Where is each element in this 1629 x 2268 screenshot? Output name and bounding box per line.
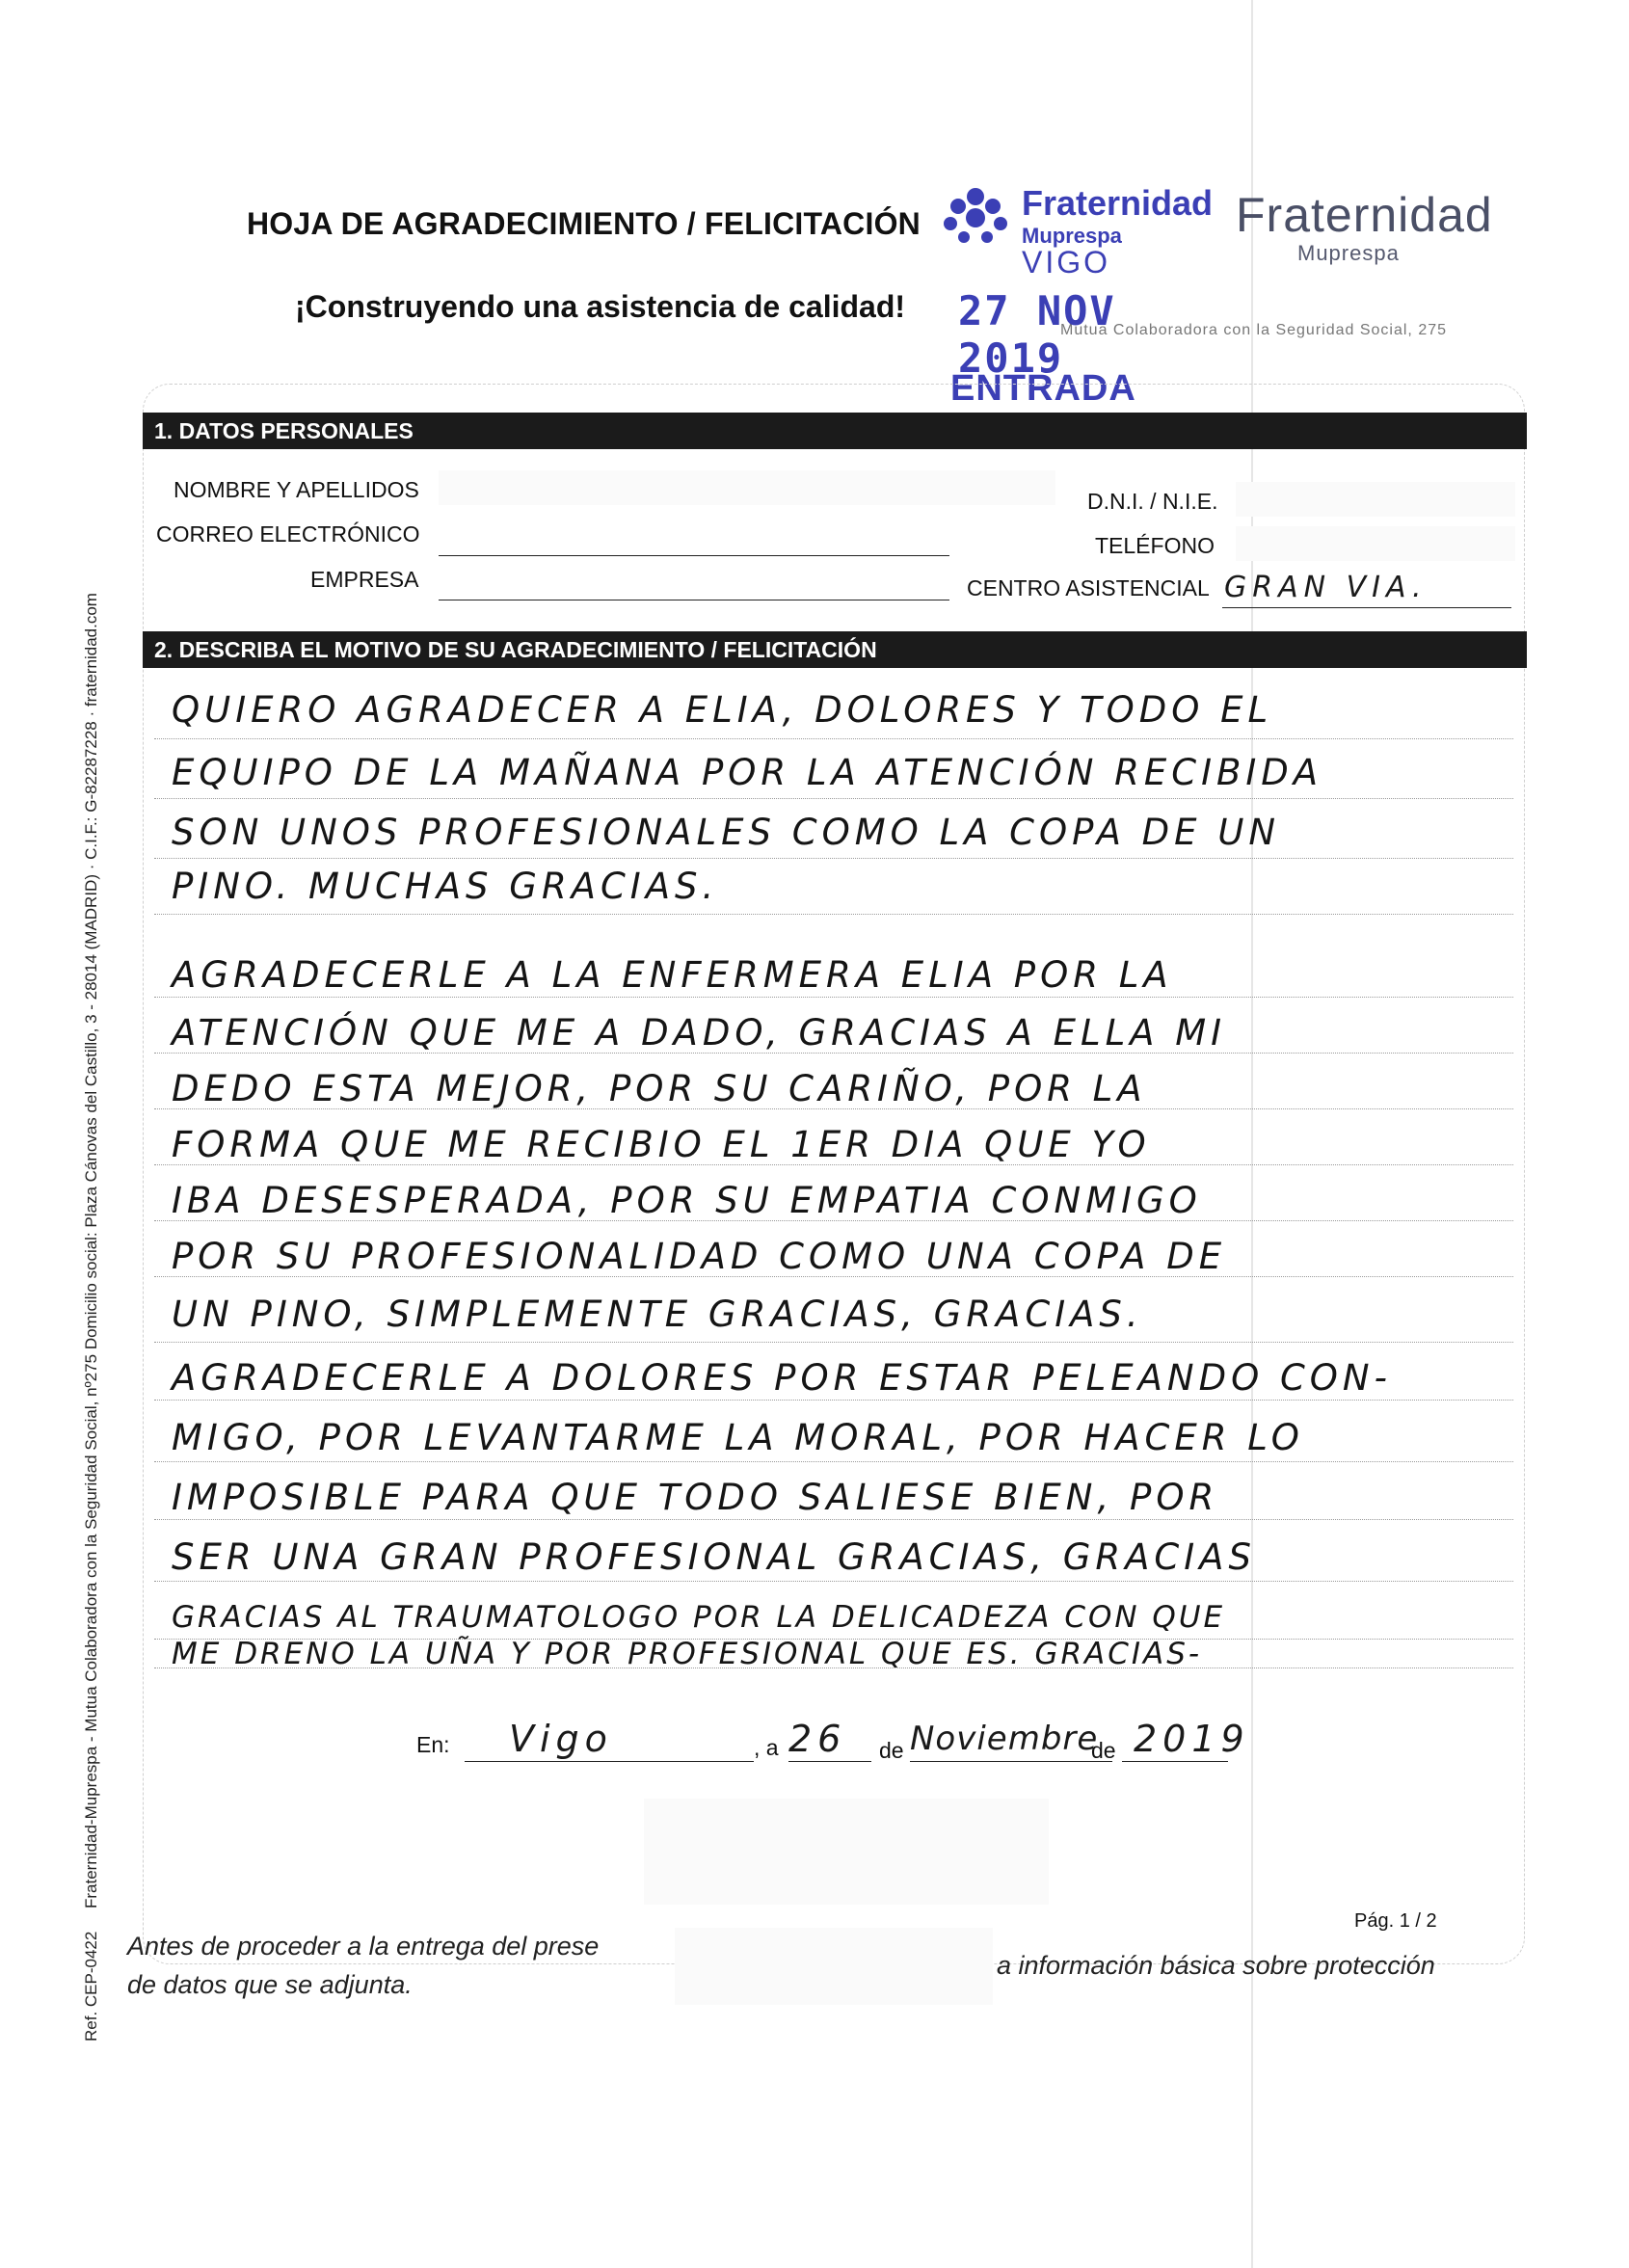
email-field[interactable] <box>439 555 949 556</box>
footer-notice-line1: Antes de proceder a la entrega del prese <box>127 1932 600 1961</box>
page-number: Pág. 1 / 2 <box>1354 1910 1437 1932</box>
footer-notice-right: a información básica sobre protección <box>997 1951 1435 1980</box>
date-month-field[interactable] <box>910 1761 1112 1762</box>
rule-line <box>154 1519 1513 1520</box>
footer-redaction <box>675 1928 993 2005</box>
stamp-brand-sub: Muprespa <box>1022 224 1122 248</box>
rule-line <box>154 738 1513 739</box>
stamp-date: 27 NOV 2019 <box>958 287 1116 382</box>
date-day-field[interactable] <box>788 1761 871 1762</box>
date-a-label: , a <box>754 1735 779 1760</box>
date-de-label: de <box>879 1738 904 1763</box>
handwritten-line: SON UNOS PROFESIONALES COMO LA COPA DE UN <box>172 812 1281 853</box>
handwritten-line: DEDO ESTA MEJOR, POR SU CARIÑO, POR LA <box>172 1068 1147 1109</box>
rule-line <box>154 1400 1513 1401</box>
form-title: HOJA DE AGRADECIMIENTO / FELICITACIÓN <box>247 206 921 241</box>
handwritten-line: FORMA QUE ME RECIBIO EL 1ER DIA QUE YO <box>172 1124 1151 1165</box>
center-field[interactable] <box>1222 607 1511 608</box>
reception-stamp <box>925 179 1243 411</box>
stamp-brand: Fraternidad <box>1022 183 1214 223</box>
date-de2-label: de <box>1091 1738 1116 1763</box>
section-personal-data-header: 1. DATOS PERSONALES <box>143 413 1527 449</box>
name-field[interactable] <box>439 470 1055 505</box>
date-place-label: En: <box>416 1732 450 1757</box>
date-place-field[interactable] <box>465 1761 754 1762</box>
brand-logo-sub: Muprespa <box>1297 241 1400 265</box>
brand-logo-word: Fraternidad <box>1236 188 1493 242</box>
stamp-logo-icon <box>929 183 1022 251</box>
footer-notice-line2: de datos que se adjunta. <box>127 1970 413 1999</box>
side-ref-code: Ref. CEP-0422 <box>82 1931 100 2041</box>
date-month-value: Noviembre <box>910 1720 1099 1758</box>
dni-field[interactable] <box>1236 482 1515 517</box>
center-label: CENTRO ASISTENCIAL <box>967 575 1210 600</box>
section-reason-header: 2. DESCRIBA EL MOTIVO DE SU AGRADECIMIENTO / FELICITACIÓN <box>143 631 1527 668</box>
stamp-entry: ENTRADA <box>950 368 1136 409</box>
handwritten-line: ME DRENO LA UÑA Y POR PROFESIONAL QUE ES. GRACIAS- <box>172 1637 1203 1671</box>
email-label: CORREO ELECTRÓNICO <box>156 521 420 547</box>
name-label: NOMBRE Y APELLIDOS <box>174 477 419 502</box>
handwritten-line: GRACIAS AL TRAUMATOLOGO POR LA DELICADEZA CON QUE <box>172 1600 1226 1635</box>
date-place-value: Vigo <box>509 1718 613 1760</box>
side-legal-text: Fraternidad-Muprespa - Mutua Colaboradora con la Seguridad Social, nº275 Domicilio social: Plaza Cánovas del Castillo, 3 - 28014 (MADRID) · C.I.F.: G-82287228 · fraternidad.com <box>82 593 100 1908</box>
handwritten-line: AGRADECERLE A DOLORES POR ESTAR PELEANDO CON- <box>172 1357 1392 1399</box>
handwritten-line: QUIERO AGRADECER A ELIA, DOLORES Y TODO EL <box>172 689 1273 731</box>
rule-line <box>154 914 1513 915</box>
handwritten-line: SER UNA GRAN PROFESIONAL GRACIAS, GRACIAS <box>172 1536 1256 1578</box>
rule-line <box>154 858 1513 859</box>
handwritten-line: PINO. MUCHAS GRACIAS. <box>172 866 719 907</box>
handwritten-line: ATENCIÓN QUE ME A DADO, GRACIAS A ELLA MI <box>172 1012 1227 1054</box>
phone-field[interactable] <box>1236 526 1515 561</box>
brand-mutua-line: Mutua Colaboradora con la Seguridad Social, 275 <box>1060 322 1448 338</box>
dni-label: D.N.I. / N.I.E. <box>1087 489 1218 514</box>
handwritten-line: POR SU PROFESIONALIDAD COMO UNA COPA DE <box>172 1236 1227 1277</box>
rule-line <box>154 997 1513 998</box>
handwritten-line: UN PINO, SIMPLEMENTE GRACIAS, GRACIAS. <box>172 1294 1143 1335</box>
company-label: EMPRESA <box>310 567 419 592</box>
handwritten-line: EQUIPO DE LA MAÑANA POR LA ATENCIÓN RECIBIDA <box>172 752 1323 793</box>
phone-label: TELÉFONO <box>1095 533 1215 558</box>
handwritten-line: AGRADECERLE A LA ENFERMERA ELIA POR LA <box>172 954 1173 996</box>
date-year-field[interactable] <box>1122 1761 1228 1762</box>
form-subtitle: ¡Construyendo una asistencia de calidad! <box>295 289 906 324</box>
rule-line <box>154 798 1513 799</box>
rule-line <box>154 1581 1513 1582</box>
signature-area[interactable] <box>644 1799 1049 1905</box>
date-day-value: 26 <box>788 1718 847 1760</box>
center-value-handwritten: GRAN VIA. <box>1224 571 1428 604</box>
handwritten-line: IBA DESESPERADA, POR SU EMPATIA CONMIGO <box>172 1180 1202 1221</box>
handwritten-line: MIGO, POR LEVANTARME LA MORAL, POR HACER LO <box>172 1417 1304 1458</box>
handwritten-line: IMPOSIBLE PARA QUE TODO SALIESE BIEN, POR <box>172 1477 1219 1518</box>
rule-line <box>154 1461 1513 1462</box>
rule-line <box>154 1342 1513 1343</box>
date-year-value: 2019 <box>1134 1718 1250 1760</box>
stamp-city: VIGO <box>1022 245 1111 280</box>
